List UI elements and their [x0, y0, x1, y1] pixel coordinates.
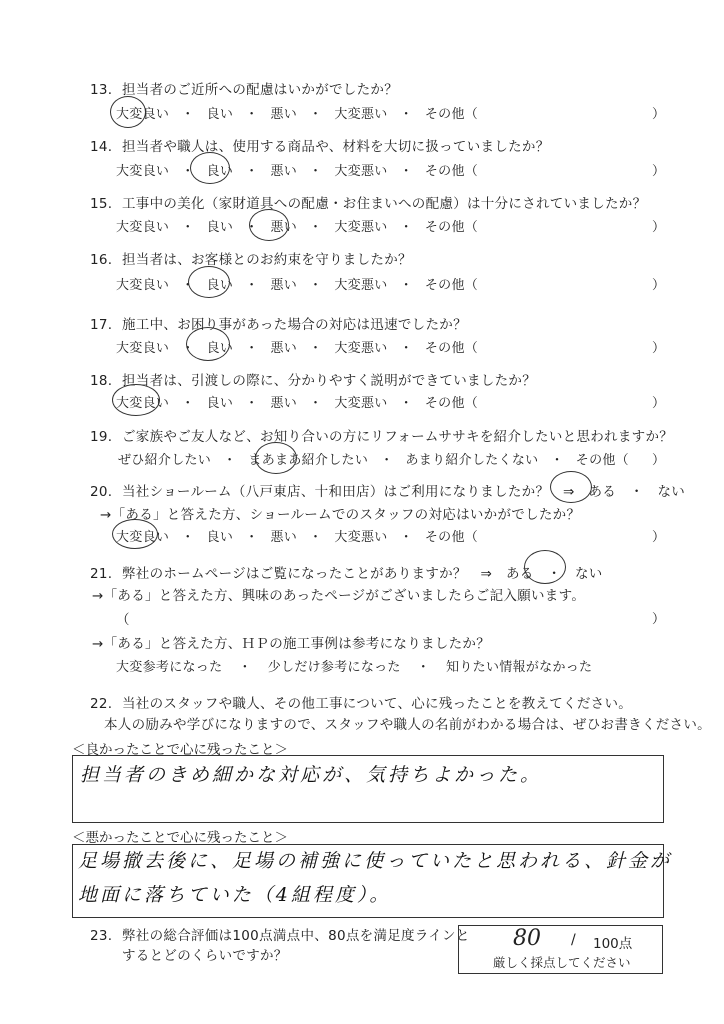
selection-circle: [112, 384, 160, 416]
option-bad[interactable]: 悪い: [270, 220, 298, 235]
q20-followup: →「ある」と答えた方、ショールームでのスタッフの対応はいかがでしたか？: [100, 507, 581, 523]
option-very-good[interactable]: 大変良い: [116, 220, 170, 235]
question-number: 14.: [90, 139, 113, 155]
option-not-really[interactable]: あまり紹介したくない: [405, 453, 539, 468]
option-no-info[interactable]: 知りたい情報がなかった: [446, 660, 593, 675]
question-19: [90, 425, 673, 445]
option-good[interactable]: 良い: [206, 341, 234, 356]
question-text: 弊社の総合評価は100点満点中、80点を満足度ラインと: [122, 928, 470, 944]
q21-followup-1: →「ある」と答えた方、興味のあったページがございましたらご記入願います。: [92, 588, 586, 604]
option-bad[interactable]: 悪い: [270, 396, 298, 411]
option-very-good[interactable]: 大変良い: [116, 396, 170, 411]
rating-options-20: 大変良い ・ 良い ・ 悪い ・ 大変悪い ・ その他（: [116, 526, 478, 545]
question-17: [90, 313, 467, 333]
q21-open-paren: （: [116, 612, 130, 628]
question-text: ご家族やご友人など、お知り合いの方にリフォームササキを紹介したいと思われますか？: [122, 429, 674, 445]
question-15: [90, 192, 646, 212]
option-other[interactable]: その他（: [424, 341, 479, 356]
option-very-good[interactable]: 大変良い: [116, 278, 170, 293]
option-bad[interactable]: 悪い: [270, 278, 298, 293]
option-good[interactable]: 良い: [206, 278, 234, 293]
question-number: 17.: [90, 317, 113, 333]
rating-options-18: 大変良い ・ 良い ・ 悪い ・ 大変悪い ・ その他（: [116, 392, 478, 411]
question-text: 弊社のホームページはご覧になったことがありますか？ ⇒ ある ・ ない: [122, 566, 603, 582]
question-16: [90, 248, 412, 268]
rating-options-13: 大変良い ・ 良い ・ 悪い ・ 大変悪い ・ その他（: [116, 103, 478, 122]
rating-options-14: 大変良い ・ 良い ・ 悪い ・ 大変悪い ・ その他（: [116, 160, 478, 179]
bad-comment-text-2: 地面に落ちていた（4組程度）。: [78, 884, 392, 906]
score-slash: /: [571, 932, 576, 948]
rating-options-16: 大変良い ・ 良い ・ 悪い ・ 大変悪い ・ その他（: [116, 274, 478, 293]
paren-close: ）: [652, 530, 666, 545]
paren-close: ）: [652, 220, 666, 235]
paren-close: ）: [652, 396, 666, 411]
option-very-bad[interactable]: 大変悪い: [334, 396, 388, 411]
question-23: [90, 924, 470, 944]
question-number: 18.: [90, 373, 113, 389]
rating-options-17: 大変良い ・ 良い ・ 悪い ・ 大変悪い ・ その他（: [116, 337, 478, 356]
question-text: 当社ショールーム（八戸東店、十和田店）はご利用になりましたか？ ⇒ ある ・ ない: [122, 484, 686, 500]
good-comment-text: 担当者のきめ細かな対応が、気持ちよかった。: [80, 764, 543, 786]
paren-close: ）: [652, 341, 666, 356]
question-22: [90, 692, 632, 712]
paren-close: ）: [652, 612, 666, 627]
question-number: 20.: [90, 484, 113, 500]
question-number: 21.: [90, 566, 113, 582]
bad-section-label: ＜悪かったことで心に残ったこと＞: [72, 830, 288, 846]
option-very-good[interactable]: 大変良い: [116, 164, 170, 179]
option-other[interactable]: その他（: [575, 453, 629, 468]
question-number: 19.: [90, 429, 113, 445]
option-other[interactable]: その他（: [424, 278, 479, 293]
option-slightly-helpful[interactable]: 少しだけ参考になった: [267, 660, 401, 675]
selection-circle: [188, 266, 230, 298]
selection-circle: [190, 152, 230, 184]
option-bad[interactable]: 悪い: [270, 164, 298, 179]
q23-line-2: するとどのくらいですか？: [122, 948, 288, 964]
score-max: 100点: [593, 936, 633, 952]
option-other[interactable]: その他（: [424, 396, 479, 411]
option-other[interactable]: その他（: [424, 107, 479, 122]
option-very-bad[interactable]: 大変悪い: [334, 530, 388, 545]
option-other[interactable]: その他（: [424, 220, 479, 235]
question-number: 22.: [90, 696, 113, 712]
question-number: 23.: [90, 928, 113, 944]
paren-close: ）: [652, 278, 666, 293]
option-bad[interactable]: 悪い: [270, 341, 298, 356]
score-value: 80: [513, 926, 541, 951]
q21-followup-2: →「ある」と答えた方、ＨＰの施工事例は参考になりましたか？: [92, 636, 491, 652]
question-text: 担当者のご近所への配慮はいかがでしたか？: [122, 82, 398, 98]
option-very-helpful[interactable]: 大変参考になった: [116, 660, 223, 675]
hp-options-21: 大変参考になった ・ 少しだけ参考になった ・ 知りたい情報がなかった: [116, 656, 592, 675]
option-good[interactable]: 良い: [206, 107, 234, 122]
option-good[interactable]: 良い: [206, 530, 234, 545]
question-20: [90, 480, 685, 500]
option-somewhat[interactable]: まあまあ紹介したい: [248, 453, 369, 468]
paren-close: ）: [652, 107, 666, 122]
option-very-bad[interactable]: 大変悪い: [334, 341, 388, 356]
selection-circle: [255, 442, 297, 474]
rating-options-15: 大変良い ・ 良い ・ 悪い ・ 大変悪い ・ その他（: [116, 216, 478, 235]
bad-comment-text-1: 足場撤去後に、足場の補強に使っていたと思われる、針金が: [78, 850, 673, 872]
question-text: 当社のスタッフや職人、その他工事について、心に残ったことを教えてください。: [122, 696, 633, 712]
question-18: [90, 369, 536, 389]
option-good[interactable]: 良い: [206, 164, 234, 179]
option-very-bad[interactable]: 大変悪い: [334, 278, 388, 293]
selection-circle: [550, 471, 592, 503]
option-very-good[interactable]: 大変良い: [116, 341, 170, 356]
option-very-good[interactable]: 大変良い: [116, 530, 170, 545]
question-text: 担当者や職人は、使用する商品や、材料を大切に扱っていましたか？: [122, 139, 550, 155]
question-14: [90, 135, 550, 155]
option-very-bad[interactable]: 大変悪い: [334, 220, 388, 235]
option-good[interactable]: 良い: [206, 396, 234, 411]
option-very-bad[interactable]: 大変悪い: [334, 107, 388, 122]
paren-close: ）: [652, 453, 666, 468]
option-other[interactable]: その他（: [424, 164, 479, 179]
selection-circle: [112, 519, 158, 549]
selection-circle: [524, 550, 566, 584]
option-good[interactable]: 良い: [206, 220, 234, 235]
selection-circle: [186, 327, 230, 361]
option-bad[interactable]: 悪い: [270, 107, 298, 122]
question-text: 工事中の美化（家財道具への配慮・お住まいへの配慮）は十分にされていましたか？: [122, 196, 647, 212]
question-number: 16.: [90, 252, 113, 268]
option-bad[interactable]: 悪い: [270, 530, 298, 545]
question-number: 13.: [90, 82, 113, 98]
option-very-good[interactable]: 大変良い: [116, 107, 170, 122]
q22-line-2: 本人の励みや学びになりますので、スタッフや職人の名前がわかる場合は、ぜひお書きください。: [104, 717, 711, 733]
selection-circle: [249, 209, 289, 241]
question-number: 15.: [90, 196, 113, 212]
question-13: [90, 78, 398, 98]
score-note: 厳しく採点してください: [493, 955, 631, 970]
good-section-label: ＜良かったことで心に残ったこと＞: [72, 742, 288, 758]
selection-circle: [110, 96, 146, 128]
option-very-bad[interactable]: 大変悪い: [334, 164, 388, 179]
question-text: 施工中、お困り事があった場合の対応は迅速でしたか？: [122, 317, 467, 333]
paren-close: ）: [652, 164, 666, 179]
question-text: 担当者は、引渡しの際に、分かりやすく説明ができていましたか？: [122, 373, 536, 389]
option-other[interactable]: その他（: [424, 530, 479, 545]
question-text: 担当者は、お客様とのお約束を守りましたか？: [122, 252, 412, 268]
option-definitely[interactable]: ぜひ紹介したい: [118, 453, 212, 468]
recommend-options-19: ぜひ紹介したい ・ まあまあ紹介したい ・ あまり紹介したくない ・ その他（: [118, 449, 629, 468]
